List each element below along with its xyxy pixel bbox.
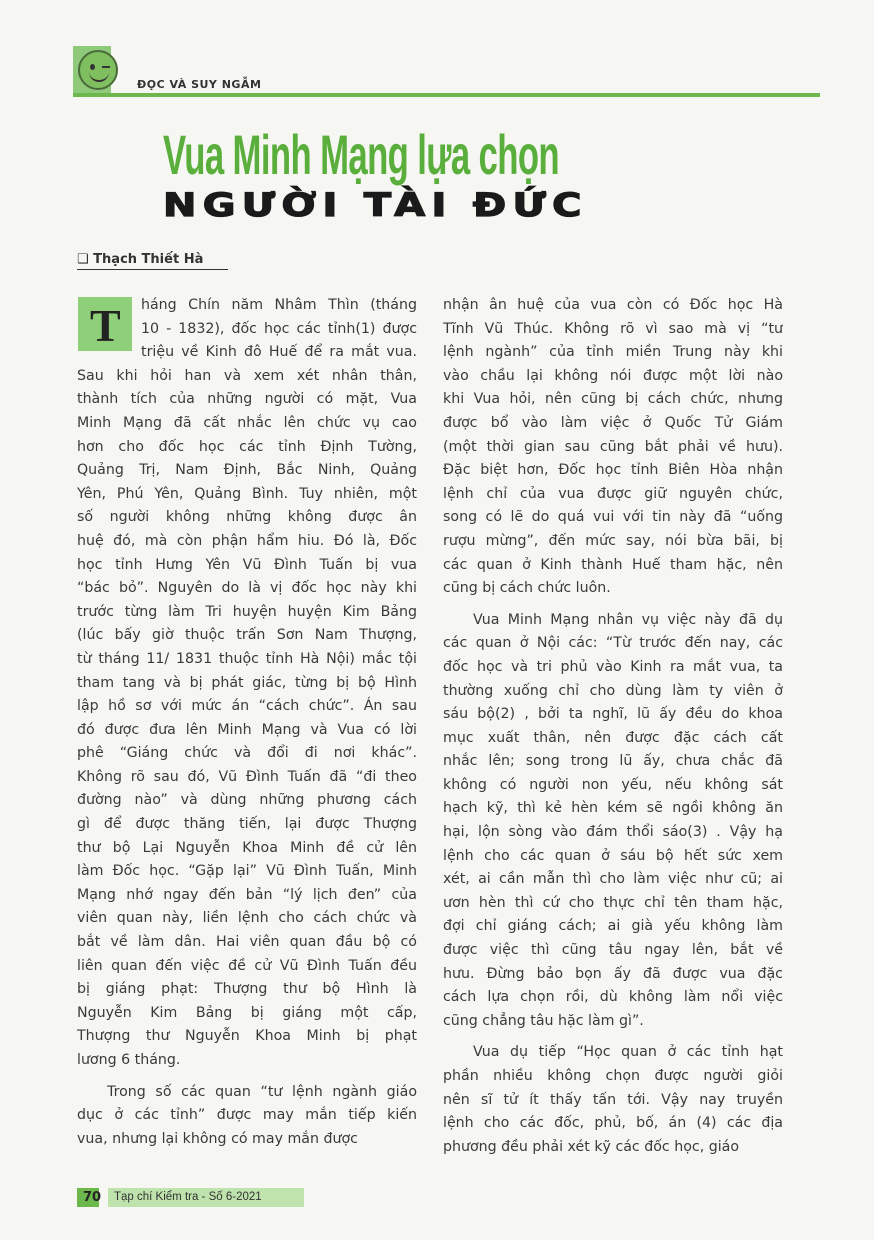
text-line: thường xuống chỉ cho dùng làm ty viên ở xyxy=(443,682,783,699)
text-line: tham tang và bị phát giác, từng bị bộ Hình xyxy=(77,674,417,691)
text-line: hại, lộn sòng vào đám thổi sáo(3) . Vậy hạ xyxy=(443,824,783,841)
text-line: lệnh cho các đốc, phủ, bố, án (4) các địa xyxy=(443,1115,783,1132)
text-line: ươn hèn thì cứ cho thực chỉ tên tham hặc, xyxy=(443,894,783,911)
paragraph-gap xyxy=(77,1073,417,1081)
text-line: cách lựa chọn rồi, dù không làm nổi việc xyxy=(443,989,783,1006)
text-line: khi Vua hỏi, nên cũng bị cách chức, nhưng xyxy=(443,391,783,408)
text-line: gì để được thăng tiến, lại được Thượng xyxy=(77,816,417,833)
text-line: Không rõ sau đó, Vũ Đình Tuấn đã “đi theo xyxy=(77,768,417,785)
text-line: nên sĩ tử ít thấy tấn tới. Vậy nay truyền xyxy=(443,1091,783,1108)
text-line: viên quan này, liền lệnh cho cách chức và xyxy=(77,910,417,927)
text-line: Tĩnh Vũ Thúc. Không rõ vì sao mà vị “tư xyxy=(443,320,783,337)
text-line: đợi chỉ giáng cách; ai già yếu không làm xyxy=(443,918,783,935)
text-line: háng Chín năm Nhâm Thìn (tháng xyxy=(141,297,417,313)
text-line: Mạng nhớ ngay đến bản “lý lịch đen” của xyxy=(77,886,417,903)
text-line: được việc thì cũng tâu ngay lên, bắt về xyxy=(443,942,783,959)
header-divider xyxy=(73,93,820,97)
article-title-line1: Vua Minh Mạng lựa chọn xyxy=(163,123,560,186)
text-line: đường nào” và dùng những phương cách xyxy=(77,792,417,809)
article-column-right xyxy=(443,294,783,1159)
text-line: Nguyễn Kim Bảng bị giáng một cấp, xyxy=(77,1004,417,1021)
text-line: đốc học và tri phủ vào Kinh ra mắt vua, ta xyxy=(443,658,783,675)
text-line: phương đều phải xét kỹ các đốc học, giáo xyxy=(443,1138,740,1155)
text-line: liên quan đến việc đề cử Vũ Đình Tuấn đều xyxy=(77,957,417,974)
text-line: sáu bộ(2) , bởi ta nghĩ, lũ ấy đều do khoa xyxy=(443,706,783,723)
text-line: làm Đốc học. “Gặp lại” Vũ Đình Tuấn, Minh xyxy=(77,863,417,880)
text-line: phê “Giáng chức và đổi đi nơi khác”. xyxy=(77,745,417,762)
publication-name: Tạp chí Kiểm tra - Số 6-2021 xyxy=(114,1191,262,1203)
text-line: số người không những không được ân xyxy=(77,509,417,526)
text-line: học tỉnh Hưng Yên Vũ Đình Tuấn bị vua xyxy=(77,556,417,573)
text-line: triệu về Kinh đô Huế để ra mắt vua. xyxy=(141,344,417,361)
author-byline: ❑ Thạch Thiết Hà xyxy=(77,252,228,270)
text-line: lệnh chỉ của vua được giữ nguyên chức, xyxy=(443,485,783,502)
page-number: 70 xyxy=(83,1190,102,1205)
text-line: trước từng làm Tri huyện huyện Kim Bảng xyxy=(77,603,417,620)
text-line: 10 - 1832), đốc học các tỉnh(1) được xyxy=(141,320,417,337)
text-line: lập hồ sơ với mức án “cách chức”. Án sau xyxy=(77,698,417,715)
text-line: các quan ở Kinh thành Huế tham hặc, nên xyxy=(443,556,783,573)
section-label: ĐỌC VÀ SUY NGẪM xyxy=(137,78,262,91)
text-line: từ tháng 11/ 1831 thuộc tỉnh Hà Nội) mắc tội xyxy=(77,650,417,667)
text-line: “bác bỏ”. Nguyên do là vị đốc học này khi xyxy=(77,580,417,597)
text-line: Minh Mạng đã cất nhắc lên chức vụ cao xyxy=(77,414,417,431)
text-line: song có lẽ do quá vui với tin này đã “uống xyxy=(443,509,783,526)
text-line: hơn cho đốc học các tỉnh Định Tường, xyxy=(77,438,417,455)
text-line: đó được đưa lên Minh Mạng và Vua có lời xyxy=(77,721,417,738)
text-line: cũng chẳng tâu hặc làm gì”. xyxy=(443,1012,644,1029)
text-line: dục ở các tỉnh” được may mắn tiếp kiến xyxy=(77,1107,417,1124)
text-line: phần nhiều không chọn được người giỏi xyxy=(443,1068,783,1084)
text-line: Vua Minh Mạng nhân vụ việc này đã dụ xyxy=(473,611,783,628)
text-line: Quảng Trị, Nam Định, Bắc Ninh, Quảng xyxy=(77,462,417,479)
text-line: các quan ở Nội các: “Từ trước đến nay, các xyxy=(443,635,783,652)
text-line: mục xuất thân, nên được đặc cách cất xyxy=(443,729,783,746)
text-line: vua, nhưng lại không có may mắn được xyxy=(77,1130,358,1147)
text-line: Yên, Phú Yên, Quảng Bình. Tuy nhiên, một xyxy=(77,485,417,502)
article-title-line2: NGƯỜI TÀI ĐỨC xyxy=(163,186,588,224)
text-line: bị giáng phạt: Thượng thư bộ Hình là xyxy=(77,981,417,998)
text-line: Thượng thư Nguyễn Khoa Minh bị phạt xyxy=(77,1028,417,1045)
paragraph-gap xyxy=(443,1033,783,1041)
text-line: được bổ vào làm việc ở Quốc Tử Giám xyxy=(443,414,783,431)
drop-cap: T xyxy=(78,297,132,351)
text-line: huệ đó, mà còn phận hẩm hiu. Đó là, Đốc xyxy=(77,532,417,549)
text-line: Sau khi hỏi han và xem xét nhân thân, xyxy=(77,367,417,384)
text-line: Đặc biệt hơn, Đốc học tỉnh Biên Hòa nhận xyxy=(443,462,783,479)
text-line: thành tích của những người có mặt, Vua xyxy=(77,391,417,408)
text-line: nhận ân huệ của vua còn có Đốc học Hà xyxy=(443,297,783,313)
text-line: (lúc bấy giờ thuộc trấn Sơn Nam Thượng, xyxy=(77,627,417,644)
text-line: vào chầu lại không nói được một lời nào xyxy=(443,367,783,384)
text-line: rượu mừng”, đến mức say, nói bừa bãi, bị xyxy=(443,532,783,549)
text-line: không có người non yếu, nếu không sát xyxy=(443,776,783,793)
text-line: (một thời gian sau cũng bắt phải về hưu). xyxy=(443,438,783,455)
text-line: lệnh cho các quan ở sáu bộ hết sức xem xyxy=(443,847,783,864)
text-line: xét, ai cần mẫn thì cho làm việc như cũ; ai xyxy=(443,871,783,888)
text-line: lệnh ngành” của tỉnh miền Trung này khi xyxy=(443,344,783,361)
text-line: thư bộ Lại Nguyễn Khoa Minh đề cử lên xyxy=(77,839,417,856)
text-line: bắt về làm dân. Hai viên quan đầu bộ có xyxy=(77,934,417,951)
article-column-left xyxy=(77,294,417,1151)
text-line: hưu. Đừng bảo bọn ấy đã được vua đặc xyxy=(443,965,783,982)
text-line: hạch kỹ, thì kẻ hèn kém sẽ ngồi không ăn xyxy=(443,800,783,817)
smiley-wink-icon xyxy=(78,50,118,90)
text-line: Vua dụ tiếp “Học quan ở các tỉnh hạt xyxy=(473,1044,783,1061)
text-line: lương 6 tháng. xyxy=(77,1052,181,1068)
text-line: nhắc lên; song trong lũ ấy, chưa chắc đã xyxy=(443,753,783,770)
text-line: Trong số các quan “tư lệnh ngành giáo xyxy=(107,1083,417,1100)
text-line: cũng bị cách chức luôn. xyxy=(443,580,611,597)
paragraph-gap xyxy=(443,601,783,609)
